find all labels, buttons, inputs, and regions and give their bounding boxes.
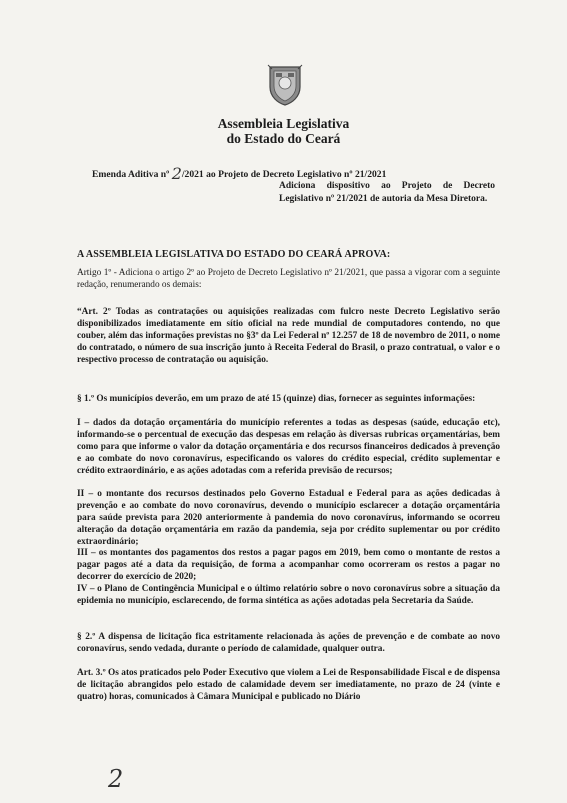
- paragraph-1: § 1.º Os municípios deverão, em um prazo de até 15 (quinze) dias, fornecer as seguintes informações:: [77, 394, 476, 404]
- amendment-summary: Adiciona dispositivo ao Projeto de Decreto Legislativo nº 21/2021 de autoria da Mesa Diretora.: [279, 181, 495, 204]
- article-2: “Art. 2º Todas as contratações ou aquisições realizadas com fulcro neste Decreto Legislativo serão disponibilizados imediatamente em sítio oficial na rede mundial de computadores contendo, no que couber, além das informações previstas no §3º da Lei Federal nº 12.257 de 18 de novembro de 2011, o nome do contratado, o número de sua inscrição junto à Receita Federal do Brasil, o prazo contratual, o valor e o respectivo processo de contratação ou aquisição.: [77, 307, 500, 365]
- handwritten-page-mark: 2: [108, 765, 124, 793]
- institution-name-line1: Assembleia Legislativa: [217, 116, 350, 131]
- amendment-suffix: /2021 ao Projeto de Decreto Legislativo nº 21/2021: [181, 169, 387, 180]
- article-1: Artigo 1º - Adiciona o artigo 2º ao Projeto de Decreto Legislativo nº 21/2021, que passa a vigorar com a seguinte redação, renumerando os demais:: [77, 268, 500, 290]
- state-coat-of-arms-icon: [266, 63, 304, 107]
- handwritten-amendment-number: 2: [171, 164, 182, 183]
- item-ii: II – o montante dos recursos destinados pelo Governo Estadual e Federal para as ações dedicadas à prevenção e ao combate do novo coronavírus, devendo o município esclarecer a dotação orçamentária para saúde prevista para 2020 anteriormente à pandemia do novo coronavírus, informando se ocorreu alteração da dotação orçamentária em razão da pandemia, seja por crédito suplementar ou por crédito extraordinário;: [77, 489, 500, 547]
- paragraph-2: § 2.º A dispensa de licitação fica estritamente relacionada às ações de prevenção e de combate ao novo coronavírus, sendo vedada, durante o período de calamidade, qualquer outra.: [77, 632, 500, 654]
- item-iii: III – os montantes dos pagamentos dos restos a pagar pagos em 2019, bem como o montante de restos a pagar pagos até a data da requisição, de forma a acompanhar como ocorreram os restos a pagar no decorrer do exercício de 2020;: [77, 548, 500, 582]
- item-i: I – dados da dotação orçamentária do município referentes a todas as despesas (saúde, educação etc), informando-se o percentual de execução das despesas em relação às diversas rubricas orçamentárias, bem como para que informe o valor da dotação orçamentária e dos recursos financeiros dedicados à prevenção e ao combate do novo coronavírus, especificando os valores do crédito especial, crédito suplementar e crédito extraordinário, e as ações adotadas com a referida previsão de recursos;: [77, 418, 500, 476]
- article-3: Art. 3.º Os atos praticados pelo Poder Executivo que violem a Lei de Responsabilidade Fiscal e de dispensa de licitação abrangidos pelo estado de calamidade devem ser imediatamente, no prazo de 24 (vinte e quatro) horas, comunicados à Câmara Municipal e publicado no Diário: [77, 668, 500, 702]
- enactment-heading: A ASSEMBLEIA LEGISLATIVA DO ESTADO DO CEARÁ APROVA:: [77, 249, 391, 260]
- item-iv: IV – o Plano de Contingência Municipal e o último relatório sobre o novo coronavírus sobre a situação da epidemia no município, esclarecendo, de forma sintética as ações adotadas pela Secretaria da Saúde.: [77, 584, 500, 606]
- institution-name-line2: do Estado do Ceará: [226, 131, 341, 146]
- amendment-prefix: Emenda Aditiva nº: [92, 169, 170, 180]
